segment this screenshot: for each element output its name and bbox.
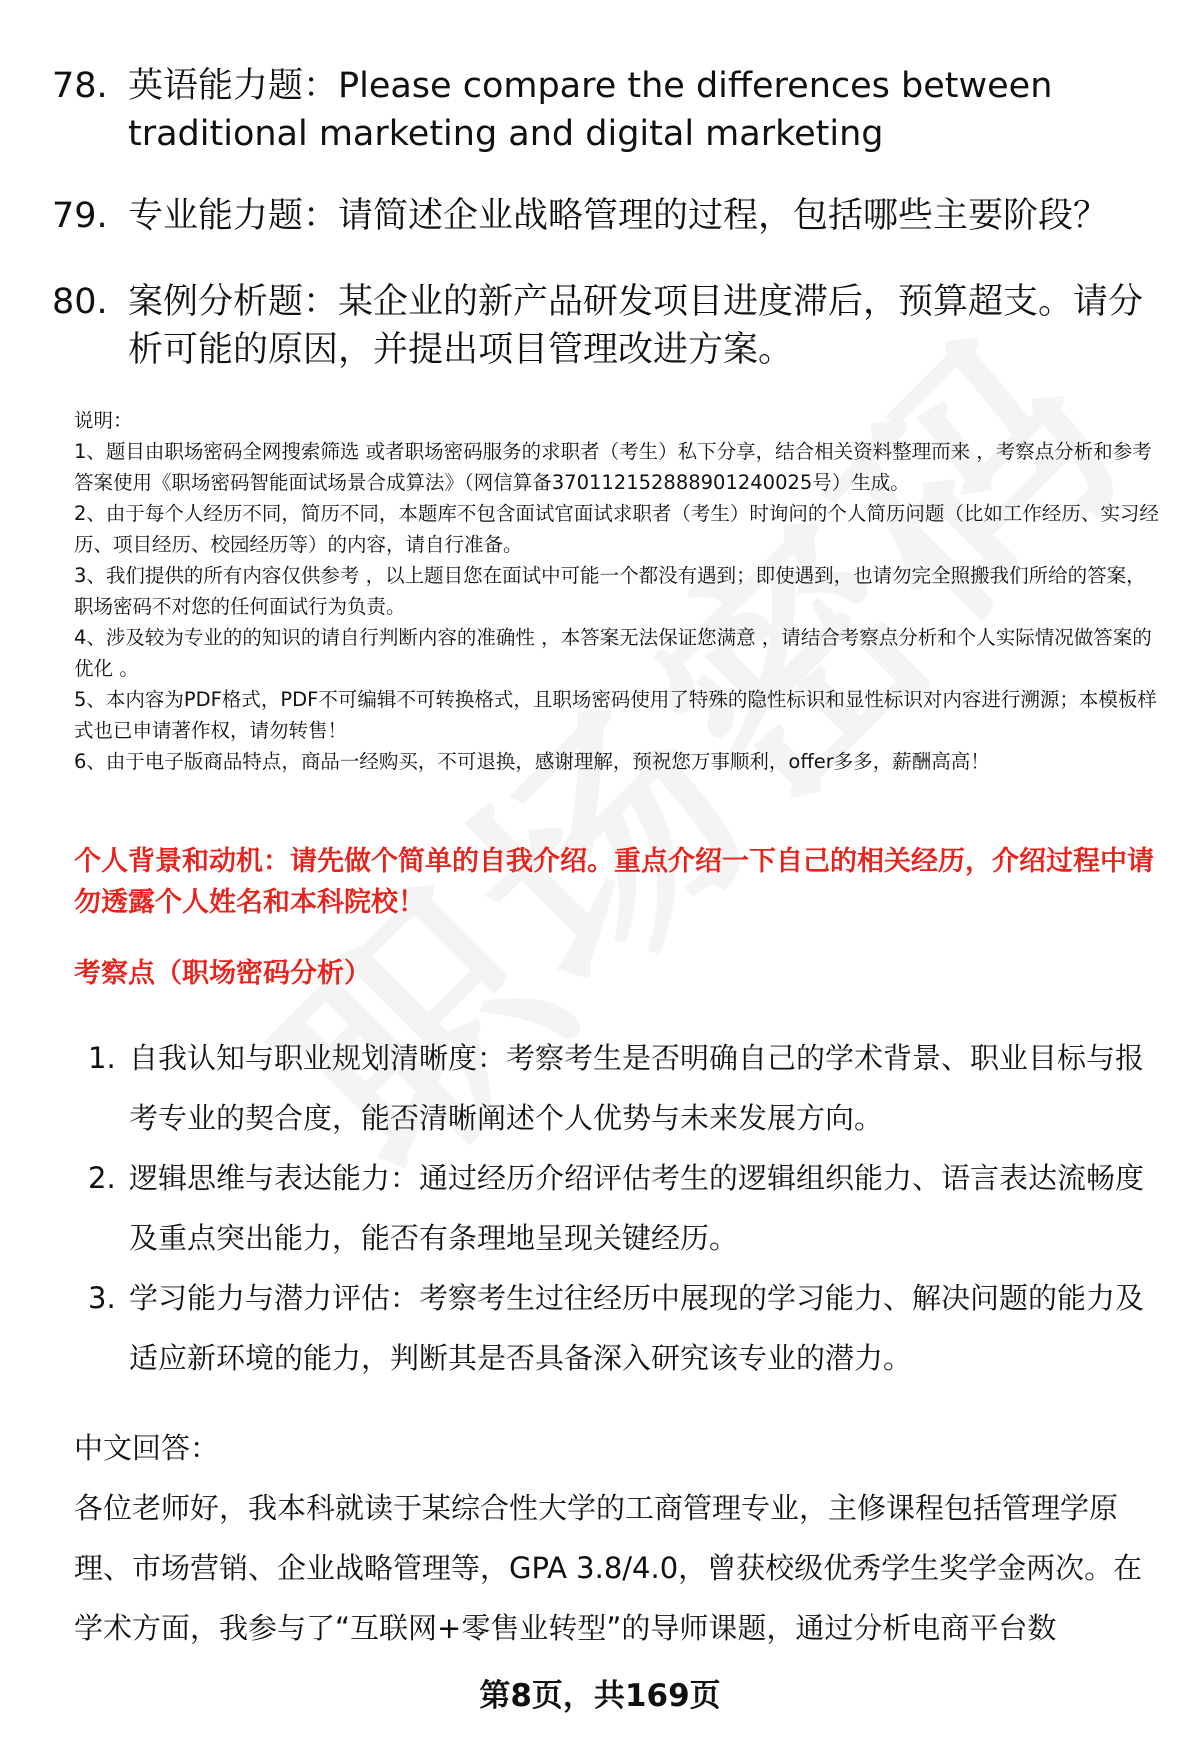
note-item: 2、由于每个人经历不同，简历不同，本题库不包含面试官面试求职者（考生）时询问的个人简历问题（比如工作经历、实习经历、项目经历、校园经历等）的内容，请自行准备。	[74, 502, 1159, 556]
list-item-number: 2.	[88, 1161, 116, 1195]
page-number: 第8页，共169页	[479, 1678, 721, 1714]
list-item-text: 学习能力与潜力评估：考察考生过往经历中展现的学习能力、解决问题的能力及适应新环境的能力，判断其是否具备深入研究该专业的潜力。	[129, 1281, 1145, 1375]
question-number: 79.	[52, 196, 108, 236]
question-number: 78.	[52, 66, 108, 106]
assessment-points-list	[74, 1028, 1159, 1388]
answer-text: 各位老师好，我本科就读于某综合性大学的工商管理专业，主修课程包括管理学原理、市场营销、企业战略管理等，GPA 3.8/4.0，曾获校级优秀学生奖学金两次。在学术方面，我参与了“互联网+零售业转型”的导师课题，通过分析电商平台数	[74, 1491, 1143, 1645]
question-number: 80.	[52, 282, 108, 322]
list-item-number: 3.	[88, 1281, 116, 1315]
list-item	[74, 1268, 1159, 1388]
list-item-number: 1.	[88, 1041, 116, 1075]
assessment-points-heading: 考察点（职场密码分析）	[74, 958, 371, 989]
note-item: 3、我们提供的所有内容仅供参考 ，以上题目您在面试中可能一个都没有遇到；即使遇到，也请勿完全照搬我们所给的答案，职场密码不对您的任何面试行为负责。	[74, 564, 1146, 618]
question-text: 案例分析题：某企业的新产品研发项目进度滞后，预算超支。请分析可能的原因，并提出项目管理改进方案。	[128, 282, 1144, 370]
notes-title: 说明：	[74, 409, 133, 432]
answer-label: 中文回答：	[74, 1431, 220, 1465]
background-question-heading: 个人背景和动机：请先做个简单的自我介绍。重点介绍一下自己的相关经历，介绍过程中请勿透露个人姓名和本科院校！	[74, 846, 1154, 918]
question-text: 英语能力题：Please compare the differences between traditional marketing and digital marketing	[128, 66, 1053, 154]
notes-section	[74, 405, 1159, 777]
answer-section	[74, 1418, 1159, 1658]
question-79	[52, 192, 1162, 240]
question-text: 专业能力题：请简述企业战略管理的过程，包括哪些主要阶段？	[128, 196, 1109, 236]
question-78	[52, 62, 1162, 158]
list-item	[74, 1148, 1159, 1268]
list-item	[74, 1028, 1159, 1148]
list-item-text: 逻辑思维与表达能力：通过经历介绍评估考生的逻辑组织能力、语言表达流畅度及重点突出能力，能否有条理地呈现关键经历。	[129, 1161, 1145, 1255]
note-item: 6、由于电子版商品特点，商品一经购买，不可退换，感谢理解，预祝您万事顺利，offer多多，薪酬高高！	[74, 750, 990, 773]
note-item: 1、题目由职场密码全网搜索筛选 或者职场密码服务的求职者（考生）私下分享，结合相关资料整理而来 ，考察点分析和参考答案使用《职场密码智能面试场景合成算法》（网信算备370112152888901240025号）生成。	[74, 440, 1152, 494]
question-80	[52, 278, 1162, 374]
note-item: 4、涉及较为专业的的知识的请自行判断内容的准确性 ，本答案无法保证您满意 ，请结合考察点分析和个人实际情况做答案的优化 。	[74, 626, 1152, 680]
note-item: 5、本内容为PDF格式，PDF不可编辑不可转换格式，且职场密码使用了特殊的隐性标识和显性标识对内容进行溯源；本模板样式也已申请著作权，请勿转售！	[74, 688, 1157, 742]
list-item-text: 自我认知与职业规划清晰度：考察考生是否明确自己的学术背景、职业目标与报考专业的契合度，能否清晰阐述个人优势与未来发展方向。	[129, 1041, 1145, 1135]
